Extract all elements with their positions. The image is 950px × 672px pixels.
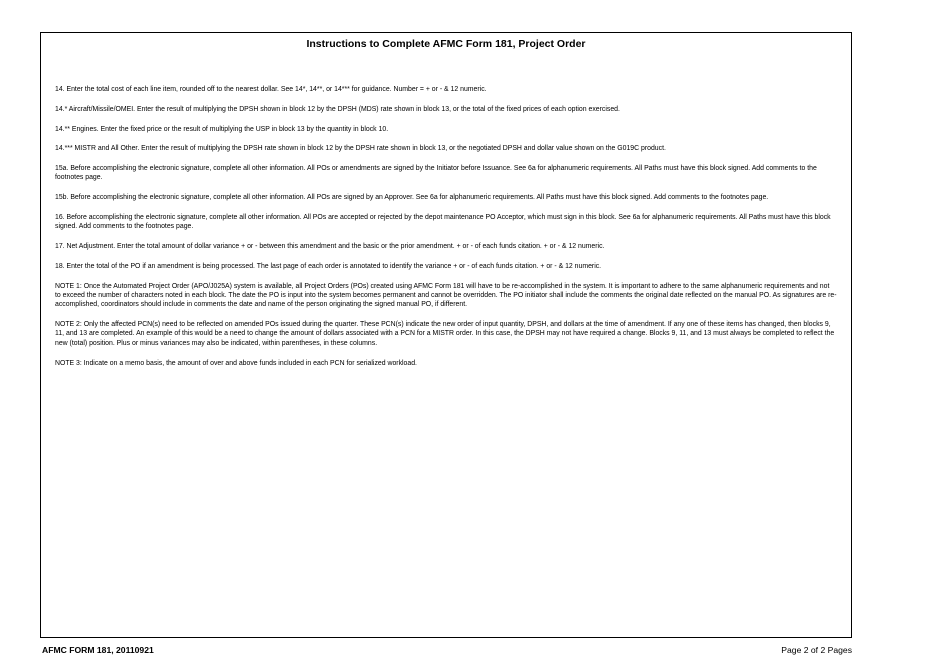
instruction-14: 14. Enter the total cost of each line item, rounded off to the nearest dollar. See 14*, 14**, or 14*** for guidance. Number = + or - & 12 numeric. (55, 86, 487, 93)
form-frame (40, 32, 852, 638)
instruction-14-engines: 14.** Engines. Enter the fixed price or the result of multiplying the USP in block 13 by the quantity in block 10. (55, 125, 389, 133)
instruction-16: 16. Before accomplishing the electronic signature, complete all other information. All POs are accepted or rejected by the depot maintenance PO Acceptor, which must sign in this block. See 6a for alphanumeric requirements. All Paths must have this block signed. Add comments to the footnotes page. (55, 214, 831, 231)
page-title: Instructions to Complete AFMC Form 181, Project Order (306, 38, 586, 50)
note-3: NOTE 3: Indicate on a memo basis, the amount of over and above funds included in each PCN for serialized workload. (55, 359, 417, 367)
instruction-15a: 15a. Before accomplishing the electronic signature, complete all other information. All POs or amendments are signed by the Initiator before Issuance. See 6a for alphanumeric requirements. All Paths must have this block signed. Add comments to the footnotes page. (55, 165, 817, 182)
instruction-14-mistr: 14.*** MISTR and All Other. Enter the result of multiplying the DPSH rate shown in block 12 by the DPSH rate shown in block 13, or the negotiated DPSH and dollar value shown on the G019C product. (55, 145, 666, 153)
instructions-list (55, 85, 837, 378)
note-1: NOTE 1: Once the Automated Project Order (APO/J025A) system is available, all Project Orders (POs) created using AFMC Form 181 will have to be re-accomplished in the system. It is important to adhere to the same alphanumeric requirements and not to exceed the number of characters noted in each block. The date the PO is input into the system becomes permanent and cannot be overridden. The PO initiator shall include the comments the original date reflected on the manual PO. As signatures are re-accomplished, coordinators should include in comments the date and name of the person originating the signed manual PO, if different. (55, 282, 837, 309)
instruction-14-aircraft: 14.* Aircraft/Missile/OMEI. Enter the result of multiplying the DPSH shown in block 12 by the DPSH (MDS) rate shown in block 13, or the total of the fixed prices of each option exercised. (55, 105, 620, 113)
instruction-18: 18. Enter the total of the PO if an amendment is being processed. The last page of each order is annotated to identify the variance + or - of each funds citation. + or - & 12 numeric. (55, 262, 602, 270)
note-2: NOTE 2: Only the affected PCN(s) need to be reflected on amended POs issued during the quarter. These PCN(s) indicate the new order of input quantity, DPSH, and dollars at the time of amendment. If any one of these items has changed, then blocks 9, 11, and 13 are completed. An example of this would be a need to change the amount of dollars associated with a PCN for a MISTR order. In this case, the DPSH may not have required a change. Blocks 9, 11, and 13 must always be completed to reflect the new (total) position. Plus or minus variances may also be indicated, within parentheses, in these columns. (55, 321, 835, 347)
instruction-17: 17. Net Adjustment. Enter the total amount of dollar variance + or - between this amendment and the basic or the prior amendment. + or - of each funds citation. + or - & 12 numeric. (55, 243, 605, 251)
page-number: Page 2 of 2 Pages (781, 645, 852, 655)
form-id: AFMC FORM 181, 20110921 (42, 645, 154, 655)
instruction-15b: 15b. Before accomplishing the electronic signature, complete all other information. All POs are signed by an Approver. See 6a for alphanumeric requirements. All Paths must have this block signed. Add comments to the footnotes page. (55, 194, 769, 202)
